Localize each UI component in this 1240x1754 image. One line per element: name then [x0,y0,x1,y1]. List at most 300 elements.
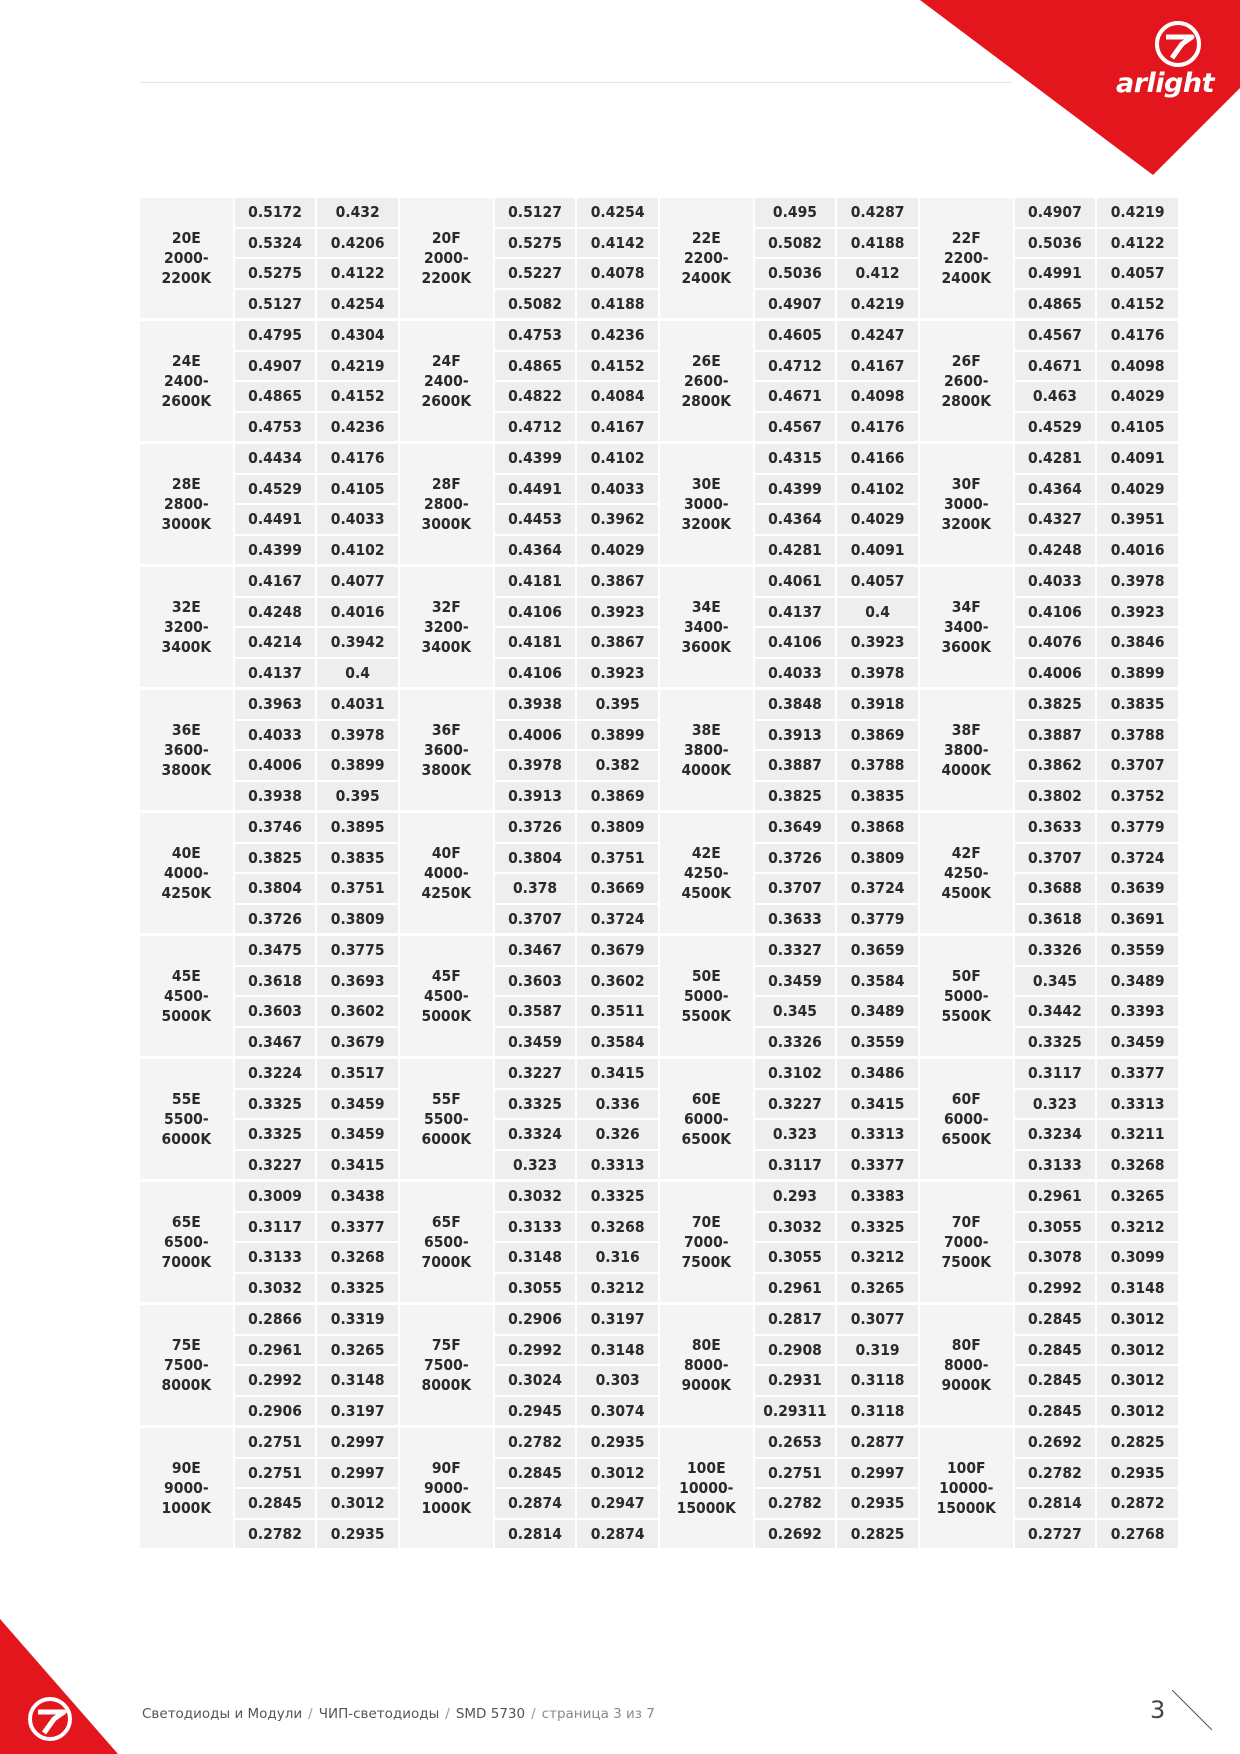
y-coordinate-cell: 0.3517 [316,1058,399,1089]
x-coordinate-cell: 0.5036 [754,258,837,289]
bin-label-cell: 20E 2000- 2200K [140,198,234,320]
y-coordinate-cell: 0.3459 [316,1089,399,1120]
y-coordinate-cell: 0.3679 [316,1027,399,1058]
page-info: страница 3 из 7 [541,1706,655,1722]
x-coordinate-cell: 0.5324 [234,228,317,259]
y-coordinate-cell: 0.4236 [316,412,399,443]
x-coordinate-cell: 0.2961 [754,1273,837,1304]
bin-label-cell: 22E 2200- 2400K [659,198,754,320]
x-coordinate-cell: 0.4712 [494,412,577,443]
y-coordinate-cell: 0.432 [316,198,399,228]
y-coordinate-cell: 0.4033 [316,504,399,535]
y-coordinate-cell: 0.3788 [1096,720,1179,751]
y-coordinate-cell: 0.2935 [836,1488,919,1519]
x-coordinate-cell: 0.2845 [1014,1335,1097,1366]
x-coordinate-cell: 0.4033 [234,720,317,751]
x-coordinate-cell: 0.4753 [234,412,317,443]
x-coordinate-cell: 0.3707 [754,873,837,904]
y-coordinate-cell: 0.3212 [1096,1212,1179,1243]
y-coordinate-cell: 0.4102 [316,535,399,566]
bin-label-cell: 42F 4250- 4500K [919,812,1014,935]
breadcrumb-item[interactable]: Светодиоды и Модули [142,1706,303,1722]
x-coordinate-cell: 0.3913 [754,720,837,751]
x-coordinate-cell: 0.4248 [234,597,317,628]
x-coordinate-cell: 0.323 [494,1150,577,1181]
y-coordinate-cell: 0.3383 [836,1181,919,1212]
y-coordinate-cell: 0.4 [316,658,399,689]
y-coordinate-cell: 0.395 [316,781,399,812]
x-coordinate-cell: 0.3224 [234,1058,317,1089]
x-coordinate-cell: 0.2653 [754,1427,837,1458]
y-coordinate-cell: 0.4304 [316,320,399,351]
x-coordinate-cell: 0.293 [754,1181,837,1212]
y-coordinate-cell: 0.3602 [316,996,399,1027]
x-coordinate-cell: 0.2782 [754,1488,837,1519]
y-coordinate-cell: 0.3313 [1096,1089,1179,1120]
y-coordinate-cell: 0.3313 [576,1150,659,1181]
y-coordinate-cell: 0.4188 [576,289,659,320]
table-row [140,1427,1179,1458]
y-coordinate-cell: 0.3212 [836,1242,919,1273]
brand-logo-text: arlight [1115,68,1214,99]
y-coordinate-cell: 0.3923 [836,627,919,658]
y-coordinate-cell: 0.3779 [836,904,919,935]
y-coordinate-cell: 0.3942 [316,627,399,658]
y-coordinate-cell: 0.3835 [1096,689,1179,720]
y-coordinate-cell: 0.3559 [1096,935,1179,966]
x-coordinate-cell: 0.345 [1014,966,1097,997]
x-coordinate-cell: 0.4753 [494,320,577,351]
y-coordinate-cell: 0.2997 [316,1458,399,1489]
x-coordinate-cell: 0.3963 [234,689,317,720]
bin-label-cell: 65F 6500- 7000K [399,1181,494,1304]
y-coordinate-cell: 0.2935 [576,1427,659,1458]
y-coordinate-cell: 0.3724 [1096,843,1179,874]
y-coordinate-cell: 0.3377 [836,1150,919,1181]
y-coordinate-cell: 0.3559 [836,1027,919,1058]
y-coordinate-cell: 0.3899 [316,750,399,781]
x-coordinate-cell: 0.4712 [754,351,837,382]
y-coordinate-cell: 0.3978 [316,720,399,751]
y-coordinate-cell: 0.3669 [576,873,659,904]
y-coordinate-cell: 0.3978 [1096,566,1179,597]
y-coordinate-cell: 0.3265 [316,1335,399,1366]
y-coordinate-cell: 0.303 [576,1365,659,1396]
x-coordinate-cell: 0.4033 [1014,566,1097,597]
y-coordinate-cell: 0.4029 [836,504,919,535]
x-coordinate-cell: 0.4865 [234,381,317,412]
x-coordinate-cell: 0.2782 [1014,1458,1097,1489]
x-coordinate-cell: 0.3032 [754,1212,837,1243]
y-coordinate-cell: 0.3459 [316,1119,399,1150]
y-coordinate-cell: 0.3012 [316,1488,399,1519]
y-coordinate-cell: 0.3148 [316,1365,399,1396]
table-row [140,443,1179,474]
y-coordinate-cell: 0.3415 [316,1150,399,1181]
y-coordinate-cell: 0.3788 [836,750,919,781]
y-coordinate-cell: 0.3724 [576,904,659,935]
bin-label-cell: 50F 5000- 5500K [919,935,1014,1058]
y-coordinate-cell: 0.4167 [576,412,659,443]
bin-label-cell: 55F 5500- 6000K [399,1058,494,1181]
bin-label-cell: 100F 10000- 15000K [919,1427,1014,1550]
y-coordinate-cell: 0.4031 [316,689,399,720]
x-coordinate-cell: 0.3746 [234,812,317,843]
y-coordinate-cell: 0.4102 [576,443,659,474]
y-coordinate-cell: 0.4142 [576,228,659,259]
x-coordinate-cell: 0.3442 [1014,996,1097,1027]
x-coordinate-cell: 0.3825 [1014,689,1097,720]
x-coordinate-cell: 0.3467 [234,1027,317,1058]
y-coordinate-cell: 0.3659 [836,935,919,966]
breadcrumb-item[interactable]: SMD 5730 [455,1706,526,1722]
x-coordinate-cell: 0.2817 [754,1304,837,1335]
y-coordinate-cell: 0.3511 [576,996,659,1027]
table-row [140,1304,1179,1335]
x-coordinate-cell: 0.3326 [1014,935,1097,966]
x-coordinate-cell: 0.4399 [494,443,577,474]
breadcrumb-separator: / [445,1706,450,1722]
x-coordinate-cell: 0.2845 [1014,1396,1097,1427]
y-coordinate-cell: 0.4236 [576,320,659,351]
x-coordinate-cell: 0.3633 [1014,812,1097,843]
y-coordinate-cell: 0.3775 [316,935,399,966]
y-coordinate-cell: 0.2877 [836,1427,919,1458]
y-coordinate-cell: 0.2947 [576,1488,659,1519]
y-coordinate-cell: 0.3751 [576,843,659,874]
x-coordinate-cell: 0.3804 [494,843,577,874]
x-coordinate-cell: 0.3459 [754,966,837,997]
y-coordinate-cell: 0.4102 [836,474,919,505]
x-coordinate-cell: 0.3326 [754,1027,837,1058]
y-coordinate-cell: 0.3438 [316,1181,399,1212]
x-coordinate-cell: 0.4865 [1014,289,1097,320]
y-coordinate-cell: 0.3012 [1096,1304,1179,1335]
y-coordinate-cell: 0.3918 [836,689,919,720]
x-coordinate-cell: 0.3475 [234,935,317,966]
bin-label-cell: 36F 3600- 3800K [399,689,494,812]
y-coordinate-cell: 0.2872 [1096,1488,1179,1519]
x-coordinate-cell: 0.3707 [1014,843,1097,874]
x-coordinate-cell: 0.3603 [234,996,317,1027]
y-coordinate-cell: 0.4029 [1096,474,1179,505]
y-coordinate-cell: 0.3869 [836,720,919,751]
bin-label-cell: 60E 6000- 6500K [659,1058,754,1181]
x-coordinate-cell: 0.3117 [1014,1058,1097,1089]
x-coordinate-cell: 0.2961 [234,1335,317,1366]
bin-label-cell: 22F 2200- 2400K [919,198,1014,320]
x-coordinate-cell: 0.345 [754,996,837,1027]
y-coordinate-cell: 0.2825 [1096,1427,1179,1458]
table-row [140,566,1179,597]
y-coordinate-cell: 0.4105 [316,474,399,505]
y-coordinate-cell: 0.3148 [1096,1273,1179,1304]
y-coordinate-cell: 0.3012 [1096,1365,1179,1396]
bin-label-cell: 40E 4000- 4250K [140,812,234,935]
y-coordinate-cell: 0.4122 [1096,228,1179,259]
y-coordinate-cell: 0.3751 [316,873,399,904]
x-coordinate-cell: 0.4327 [1014,504,1097,535]
bin-label-cell: 90E 9000- 1000K [140,1427,234,1550]
y-coordinate-cell: 0.4029 [576,535,659,566]
bin-label-cell: 32F 3200- 3400K [399,566,494,689]
x-coordinate-cell: 0.4315 [754,443,837,474]
bin-label-cell: 34F 3400- 3600K [919,566,1014,689]
bin-label-cell: 60F 6000- 6500K [919,1058,1014,1181]
y-coordinate-cell: 0.2997 [836,1458,919,1489]
x-coordinate-cell: 0.4181 [494,627,577,658]
y-coordinate-cell: 0.3923 [576,658,659,689]
bin-label-cell: 24F 2400- 2600K [399,320,494,443]
x-coordinate-cell: 0.5227 [494,258,577,289]
x-coordinate-cell: 0.4214 [234,627,317,658]
y-coordinate-cell: 0.3691 [1096,904,1179,935]
x-coordinate-cell: 0.3825 [234,843,317,874]
bin-label-cell: 75E 7500- 8000K [140,1304,234,1427]
y-coordinate-cell: 0.3752 [1096,781,1179,812]
table-row [140,1181,1179,1212]
table-row [140,689,1179,720]
y-coordinate-cell: 0.3835 [316,843,399,874]
bin-label-cell: 20F 2000- 2200K [399,198,494,320]
x-coordinate-cell: 0.3148 [494,1242,577,1273]
x-coordinate-cell: 0.3726 [494,812,577,843]
table-row [140,812,1179,843]
y-coordinate-cell: 0.3895 [316,812,399,843]
y-coordinate-cell: 0.4098 [836,381,919,412]
y-coordinate-cell: 0.4016 [316,597,399,628]
bin-label-cell: 50E 5000- 5500K [659,935,754,1058]
x-coordinate-cell: 0.2992 [234,1365,317,1396]
x-coordinate-cell: 0.2751 [234,1458,317,1489]
x-coordinate-cell: 0.4167 [234,566,317,597]
y-coordinate-cell: 0.3779 [1096,812,1179,843]
bin-label-cell: 40F 4000- 4250K [399,812,494,935]
x-coordinate-cell: 0.2814 [494,1519,577,1550]
bin-label-cell: 36E 3600- 3800K [140,689,234,812]
x-coordinate-cell: 0.495 [754,198,837,228]
y-coordinate-cell: 0.3377 [1096,1058,1179,1089]
x-coordinate-cell: 0.4671 [1014,351,1097,382]
bin-label-cell: 26F 2600- 2800K [919,320,1014,443]
y-coordinate-cell: 0.3197 [316,1396,399,1427]
x-coordinate-cell: 0.4281 [754,535,837,566]
x-coordinate-cell: 0.3234 [1014,1119,1097,1150]
x-coordinate-cell: 0.4248 [1014,535,1097,566]
bin-label-cell: 75F 7500- 8000K [399,1304,494,1427]
x-coordinate-cell: 0.5036 [1014,228,1097,259]
x-coordinate-cell: 0.4181 [494,566,577,597]
y-coordinate-cell: 0.3313 [836,1119,919,1150]
bin-label-cell: 30E 3000- 3200K [659,443,754,566]
y-coordinate-cell: 0.3835 [836,781,919,812]
x-coordinate-cell: 0.2906 [234,1396,317,1427]
x-coordinate-cell: 0.5275 [234,258,317,289]
y-coordinate-cell: 0.3707 [1096,750,1179,781]
table-row [140,198,1179,228]
y-coordinate-cell: 0.3074 [576,1396,659,1427]
y-coordinate-cell: 0.3212 [576,1273,659,1304]
x-coordinate-cell: 0.4567 [754,412,837,443]
y-coordinate-cell: 0.3809 [836,843,919,874]
y-coordinate-cell: 0.316 [576,1242,659,1273]
y-coordinate-cell: 0.3923 [1096,597,1179,628]
x-coordinate-cell: 0.3978 [494,750,577,781]
y-coordinate-cell: 0.3415 [576,1058,659,1089]
bin-label-cell: 100E 10000- 15000K [659,1427,754,1550]
x-coordinate-cell: 0.3649 [754,812,837,843]
y-coordinate-cell: 0.4188 [836,228,919,259]
x-coordinate-cell: 0.2906 [494,1304,577,1335]
x-coordinate-cell: 0.4491 [494,474,577,505]
x-coordinate-cell: 0.3603 [494,966,577,997]
x-coordinate-cell: 0.323 [754,1119,837,1150]
table-row [140,320,1179,351]
bin-label-cell: 38E 3800- 4000K [659,689,754,812]
x-coordinate-cell: 0.5127 [234,289,317,320]
y-coordinate-cell: 0.3012 [576,1458,659,1489]
y-coordinate-cell: 0.4247 [836,320,919,351]
y-coordinate-cell: 0.3118 [836,1396,919,1427]
x-coordinate-cell: 0.3938 [234,781,317,812]
x-coordinate-cell: 0.2908 [754,1335,837,1366]
breadcrumb-separator: / [531,1706,536,1722]
x-coordinate-cell: 0.4106 [754,627,837,658]
y-coordinate-cell: 0.3099 [1096,1242,1179,1273]
y-coordinate-cell: 0.2768 [1096,1519,1179,1550]
x-coordinate-cell: 0.2692 [1014,1427,1097,1458]
x-coordinate-cell: 0.5172 [234,198,317,228]
y-coordinate-cell: 0.4091 [836,535,919,566]
y-coordinate-cell: 0.4122 [316,258,399,289]
x-coordinate-cell: 0.4605 [754,320,837,351]
y-coordinate-cell: 0.3868 [836,812,919,843]
bin-label-cell: 30F 3000- 3200K [919,443,1014,566]
x-coordinate-cell: 0.3055 [754,1242,837,1273]
bin-label-cell: 32E 3200- 3400K [140,566,234,689]
x-coordinate-cell: 0.2874 [494,1488,577,1519]
y-coordinate-cell: 0.4098 [1096,351,1179,382]
x-coordinate-cell: 0.4137 [754,597,837,628]
y-coordinate-cell: 0.3486 [836,1058,919,1089]
y-coordinate-cell: 0.3012 [1096,1335,1179,1366]
x-coordinate-cell: 0.3887 [1014,720,1097,751]
x-coordinate-cell: 0.3726 [234,904,317,935]
y-coordinate-cell: 0.4029 [1096,381,1179,412]
table-row [140,935,1179,966]
x-coordinate-cell: 0.4991 [1014,258,1097,289]
x-coordinate-cell: 0.4865 [494,351,577,382]
y-coordinate-cell: 0.4176 [316,443,399,474]
bin-label-cell: 28E 2800- 3000K [140,443,234,566]
y-coordinate-cell: 0.3602 [576,966,659,997]
x-coordinate-cell: 0.2782 [234,1519,317,1550]
x-coordinate-cell: 0.4434 [234,443,317,474]
x-coordinate-cell: 0.5275 [494,228,577,259]
x-coordinate-cell: 0.4399 [754,474,837,505]
x-coordinate-cell: 0.2866 [234,1304,317,1335]
y-coordinate-cell: 0.3012 [1096,1396,1179,1427]
x-coordinate-cell: 0.3078 [1014,1242,1097,1273]
x-coordinate-cell: 0.4106 [1014,597,1097,628]
bin-label-cell: 55E 5500- 6000K [140,1058,234,1181]
y-coordinate-cell: 0.3584 [836,966,919,997]
x-coordinate-cell: 0.3633 [754,904,837,935]
y-coordinate-cell: 0.412 [836,258,919,289]
x-coordinate-cell: 0.3688 [1014,873,1097,904]
breadcrumb-item[interactable]: ЧИП-светодиоды [318,1706,440,1722]
x-coordinate-cell: 0.2845 [494,1458,577,1489]
x-coordinate-cell: 0.3117 [234,1212,317,1243]
y-coordinate-cell: 0.3268 [1096,1150,1179,1181]
y-coordinate-cell: 0.4219 [836,289,919,320]
x-coordinate-cell: 0.378 [494,873,577,904]
x-coordinate-cell: 0.2961 [1014,1181,1097,1212]
y-coordinate-cell: 0.4084 [576,381,659,412]
x-coordinate-cell: 0.4281 [1014,443,1097,474]
x-coordinate-cell: 0.2814 [1014,1488,1097,1519]
x-coordinate-cell: 0.5082 [754,228,837,259]
bin-label-cell: 45F 4500- 5000K [399,935,494,1058]
x-coordinate-cell: 0.3913 [494,781,577,812]
y-coordinate-cell: 0.4105 [1096,412,1179,443]
y-coordinate-cell: 0.4152 [576,351,659,382]
bin-label-cell: 42E 4250- 4500K [659,812,754,935]
table-body [140,198,1179,1549]
x-coordinate-cell: 0.2992 [494,1335,577,1366]
x-coordinate-cell: 0.3887 [754,750,837,781]
y-coordinate-cell: 0.3268 [316,1242,399,1273]
bin-label-cell: 90F 9000- 1000K [399,1427,494,1550]
y-coordinate-cell: 0.3265 [1096,1181,1179,1212]
y-coordinate-cell: 0.3393 [1096,996,1179,1027]
x-coordinate-cell: 0.4453 [494,504,577,535]
y-coordinate-cell: 0.4033 [576,474,659,505]
y-coordinate-cell: 0.3679 [576,935,659,966]
y-coordinate-cell: 0.336 [576,1089,659,1120]
x-coordinate-cell: 0.3032 [494,1181,577,1212]
x-coordinate-cell: 0.3618 [234,966,317,997]
x-coordinate-cell: 0.3227 [234,1150,317,1181]
y-coordinate-cell: 0.3962 [576,504,659,535]
y-coordinate-cell: 0.4077 [316,566,399,597]
x-coordinate-cell: 0.3467 [494,935,577,966]
y-coordinate-cell: 0.4287 [836,198,919,228]
x-coordinate-cell: 0.3825 [754,781,837,812]
y-coordinate-cell: 0.3809 [316,904,399,935]
y-coordinate-cell: 0.3951 [1096,504,1179,535]
y-coordinate-cell: 0.395 [576,689,659,720]
y-coordinate-cell: 0.3899 [576,720,659,751]
y-coordinate-cell: 0.326 [576,1119,659,1150]
x-coordinate-cell: 0.4364 [754,504,837,535]
x-coordinate-cell: 0.2945 [494,1396,577,1427]
y-coordinate-cell: 0.3867 [576,566,659,597]
x-coordinate-cell: 0.4907 [1014,198,1097,228]
x-coordinate-cell: 0.4364 [1014,474,1097,505]
bin-label-cell: 34E 3400- 3600K [659,566,754,689]
x-coordinate-cell: 0.4529 [1014,412,1097,443]
y-coordinate-cell: 0.3148 [576,1335,659,1366]
x-coordinate-cell: 0.4033 [754,658,837,689]
y-coordinate-cell: 0.3268 [576,1212,659,1243]
x-coordinate-cell: 0.3325 [234,1119,317,1150]
x-coordinate-cell: 0.3938 [494,689,577,720]
y-coordinate-cell: 0.4176 [1096,320,1179,351]
bin-label-cell: 65E 6500- 7000K [140,1181,234,1304]
y-coordinate-cell: 0.4152 [316,381,399,412]
x-coordinate-cell: 0.3325 [234,1089,317,1120]
